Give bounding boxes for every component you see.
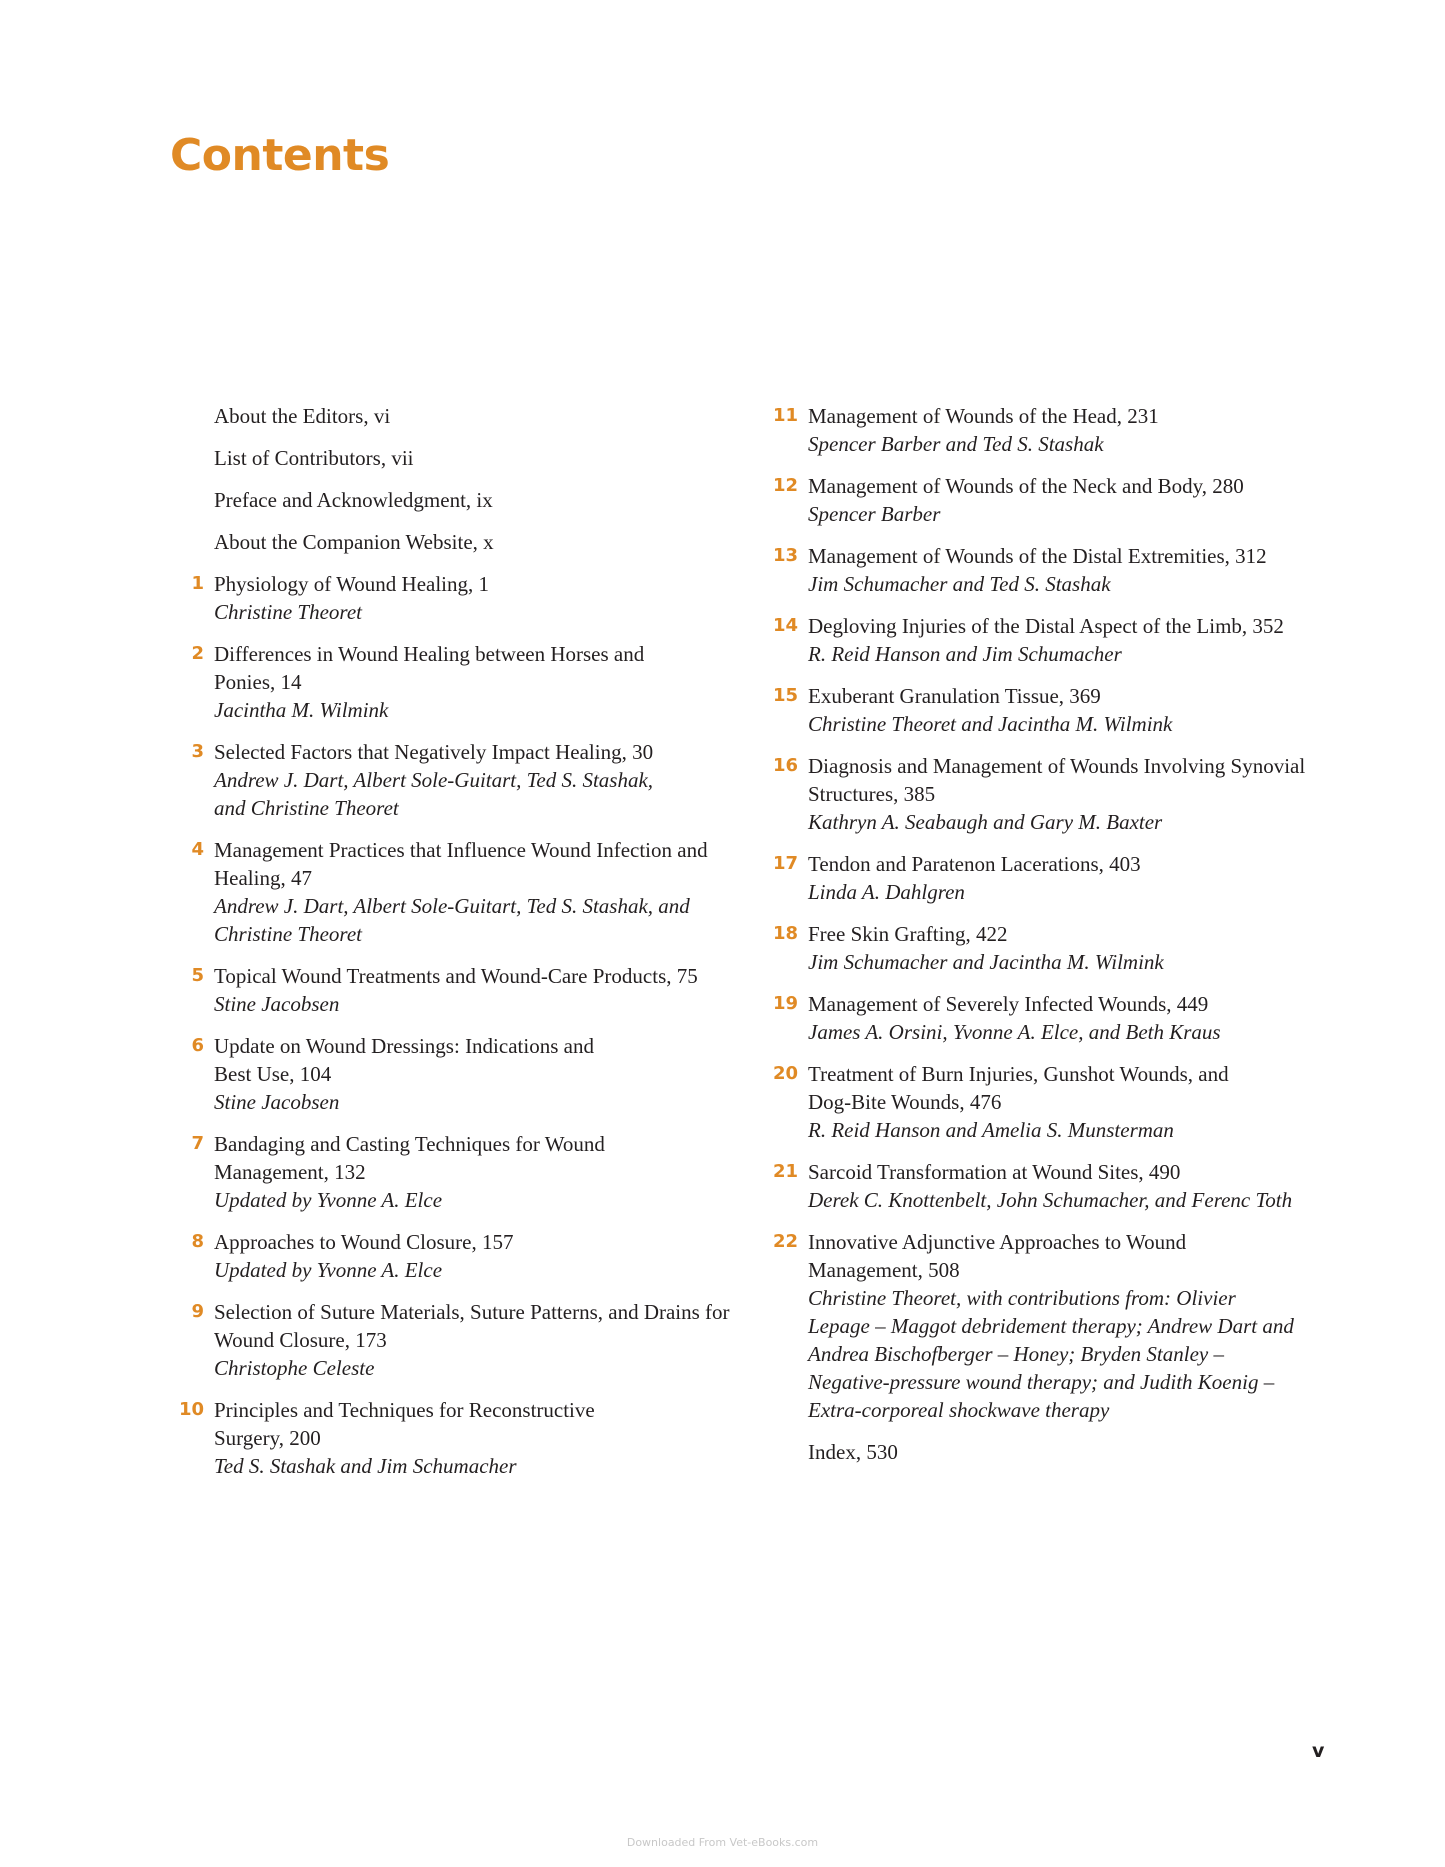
chapter-number: 17 — [772, 853, 798, 874]
chapter-title[interactable]: Principles and Techniques for Reconstructive Surgery, 200 — [214, 1398, 595, 1450]
toc-right-column — [762, 402, 1362, 1480]
chapter-number: 12 — [772, 475, 798, 496]
chapter-title[interactable]: Management of Wounds of the Neck and Body, 280 — [808, 474, 1244, 498]
chapter-authors: Spencer Barber and Ted S. Stashak — [808, 432, 1104, 456]
chapter-number: 14 — [772, 615, 798, 636]
toc-entry[interactable] — [762, 1438, 1362, 1466]
chapter-title[interactable]: Topical Wound Treatments and Wound-Care Products, 75 — [214, 964, 698, 988]
chapter-number: 5 — [191, 965, 204, 986]
toc-entry[interactable] — [168, 570, 748, 626]
chapter-authors: Jim Schumacher and Ted S. Stashak — [808, 572, 1111, 596]
chapter-number: 15 — [772, 685, 798, 706]
chapter-title[interactable]: Degloving Injuries of the Distal Aspect of the Limb, 352 — [808, 614, 1284, 638]
chapter-authors: Christine Theoret — [214, 600, 362, 624]
chapter-authors: Andrew J. Dart, Albert Sole-Guitart, Ted S. Stashak, and Christine Theoret — [214, 894, 690, 946]
chapter-authors: Jim Schumacher and Jacintha M. Wilmink — [808, 950, 1164, 974]
chapter-number: 9 — [191, 1301, 204, 1322]
chapter-title[interactable]: Management of Wounds of the Head, 231 — [808, 404, 1159, 428]
chapter-number: 10 — [178, 1399, 204, 1420]
chapter-title[interactable]: Physiology of Wound Healing, 1 — [214, 572, 489, 596]
toc-entry[interactable] — [762, 1158, 1362, 1214]
chapter-number: 19 — [772, 993, 798, 1014]
chapter-number: 22 — [772, 1231, 798, 1252]
chapter-authors: Jacintha M. Wilmink — [214, 698, 389, 722]
chapter-authors: Updated by Yvonne A. Elce — [214, 1188, 443, 1212]
chapter-title[interactable]: Management of Wounds of the Distal Extremities, 312 — [808, 544, 1267, 568]
toc-entry[interactable] — [762, 682, 1362, 738]
chapter-title[interactable]: List of Contributors, vii — [214, 446, 414, 470]
download-footer: Downloaded From Vet-eBooks.com — [626, 1836, 819, 1849]
chapter-title[interactable]: Selected Factors that Negatively Impact Healing, 30 — [214, 740, 654, 764]
chapter-number: 13 — [772, 545, 798, 566]
chapter-title[interactable]: Approaches to Wound Closure, 157 — [214, 1230, 514, 1254]
chapter-authors: R. Reid Hanson and Jim Schumacher — [808, 642, 1122, 666]
chapter-title[interactable]: About the Companion Website, x — [214, 530, 494, 554]
chapter-title[interactable]: Treatment of Burn Injuries, Gunshot Wounds, and Dog-Bite Wounds, 476 — [808, 1062, 1229, 1114]
chapter-title[interactable]: Management Practices that Influence Wound Infection and Healing, 47 — [214, 838, 708, 890]
chapter-title[interactable]: Diagnosis and Management of Wounds Involving Synovial Structures, 385 — [808, 754, 1306, 806]
chapter-title[interactable]: Bandaging and Casting Techniques for Wound Management, 132 — [214, 1132, 605, 1184]
toc-entry[interactable] — [762, 752, 1362, 836]
toc-entry[interactable] — [762, 542, 1362, 598]
chapter-title[interactable]: Management of Severely Infected Wounds, 449 — [808, 992, 1209, 1016]
chapter-number: 11 — [772, 405, 798, 426]
chapter-authors: Andrew J. Dart, Albert Sole-Guitart, Ted S. Stashak, and Christine Theoret — [214, 768, 654, 820]
page-number: v — [1312, 1740, 1325, 1762]
toc-entry[interactable] — [762, 920, 1362, 976]
chapter-number: 6 — [191, 1035, 204, 1056]
chapter-authors: Ted S. Stashak and Jim Schumacher — [214, 1454, 517, 1478]
chapter-authors: Stine Jacobsen — [214, 992, 340, 1016]
chapter-number: 18 — [772, 923, 798, 944]
chapter-number: 16 — [772, 755, 798, 776]
toc-entry[interactable] — [762, 850, 1362, 906]
toc-entry[interactable] — [762, 990, 1362, 1046]
toc-entry[interactable] — [168, 1396, 748, 1480]
chapter-number — [168, 402, 214, 430]
chapter-title[interactable]: About the Editors, vi — [214, 404, 391, 428]
chapter-authors: Christophe Celeste — [214, 1356, 375, 1380]
chapter-number: 8 — [191, 1231, 204, 1252]
chapter-title[interactable]: Tendon and Paratenon Lacerations, 403 — [808, 852, 1141, 876]
chapter-title[interactable]: Exuberant Granulation Tissue, 369 — [808, 684, 1101, 708]
chapter-title[interactable]: Free Skin Grafting, 422 — [808, 922, 1008, 946]
chapter-number — [168, 528, 214, 556]
chapter-title[interactable]: Sarcoid Transformation at Wound Sites, 490 — [808, 1160, 1181, 1184]
chapter-authors: Spencer Barber — [808, 502, 941, 526]
toc-entry[interactable] — [762, 1060, 1362, 1144]
chapter-authors: Kathryn A. Seabaugh and Gary M. Baxter — [808, 810, 1163, 834]
toc-entry[interactable] — [168, 528, 748, 556]
toc-entry[interactable] — [168, 836, 748, 948]
chapter-title[interactable]: Differences in Wound Healing between Horses and Ponies, 14 — [214, 642, 645, 694]
toc-entry[interactable] — [168, 444, 748, 472]
toc-entry[interactable] — [168, 1032, 748, 1116]
toc-entry[interactable] — [168, 1228, 748, 1284]
chapter-title[interactable]: Index, 530 — [808, 1440, 898, 1464]
toc-entry[interactable] — [168, 402, 748, 430]
toc-entry[interactable] — [168, 486, 748, 514]
chapter-title[interactable]: Innovative Adjunctive Approaches to Wound Management, 508 — [808, 1230, 1187, 1282]
chapter-number: 20 — [772, 1063, 798, 1084]
chapter-authors: R. Reid Hanson and Amelia S. Munsterman — [808, 1118, 1174, 1142]
chapter-authors: Christine Theoret, with contributions from: Olivier Lepage – Maggot debridement therapy; Andrew Dart and Andrea Bischofberger – Honey; Bryden Stanley – Negative-pressure wound therapy; and Judith Koenig – Extra-corporeal shockwave therapy — [808, 1286, 1294, 1422]
toc-left-column — [168, 402, 748, 1494]
chapter-number: 7 — [191, 1133, 204, 1154]
toc-entry[interactable] — [762, 472, 1362, 528]
chapter-number: 4 — [191, 839, 204, 860]
chapter-authors: James A. Orsini, Yvonne A. Elce, and Beth Kraus — [808, 1020, 1221, 1044]
chapter-number: 1 — [191, 573, 204, 594]
chapter-authors: Derek C. Knottenbelt, John Schumacher, and Ferenc Toth — [808, 1188, 1293, 1212]
chapter-authors: Stine Jacobsen — [214, 1090, 340, 1114]
chapter-number: 2 — [191, 643, 204, 664]
toc-entry[interactable] — [168, 640, 748, 724]
toc-entry[interactable] — [762, 402, 1362, 458]
chapter-authors: Updated by Yvonne A. Elce — [214, 1258, 443, 1282]
toc-entry[interactable] — [762, 612, 1362, 668]
page-title: Contents — [170, 130, 390, 181]
chapter-title[interactable]: Preface and Acknowledgment, ix — [214, 488, 493, 512]
chapter-number — [168, 444, 214, 472]
chapter-number: 21 — [772, 1161, 798, 1182]
toc-entry[interactable] — [168, 738, 748, 822]
chapter-title[interactable]: Selection of Suture Materials, Suture Patterns, and Drains for Wound Closure, 173 — [214, 1300, 730, 1352]
chapter-authors: Linda A. Dahlgren — [808, 880, 965, 904]
chapter-authors: Christine Theoret and Jacintha M. Wilmink — [808, 712, 1173, 736]
chapter-number — [762, 1438, 808, 1466]
toc-entry[interactable] — [168, 962, 748, 1018]
toc-entry[interactable] — [168, 1130, 748, 1214]
toc-entry[interactable] — [168, 1298, 748, 1382]
chapter-title[interactable]: Update on Wound Dressings: Indications and Best Use, 104 — [214, 1034, 594, 1086]
chapter-number — [168, 486, 214, 514]
toc-entry[interactable] — [762, 1228, 1362, 1424]
chapter-number: 3 — [191, 741, 204, 762]
